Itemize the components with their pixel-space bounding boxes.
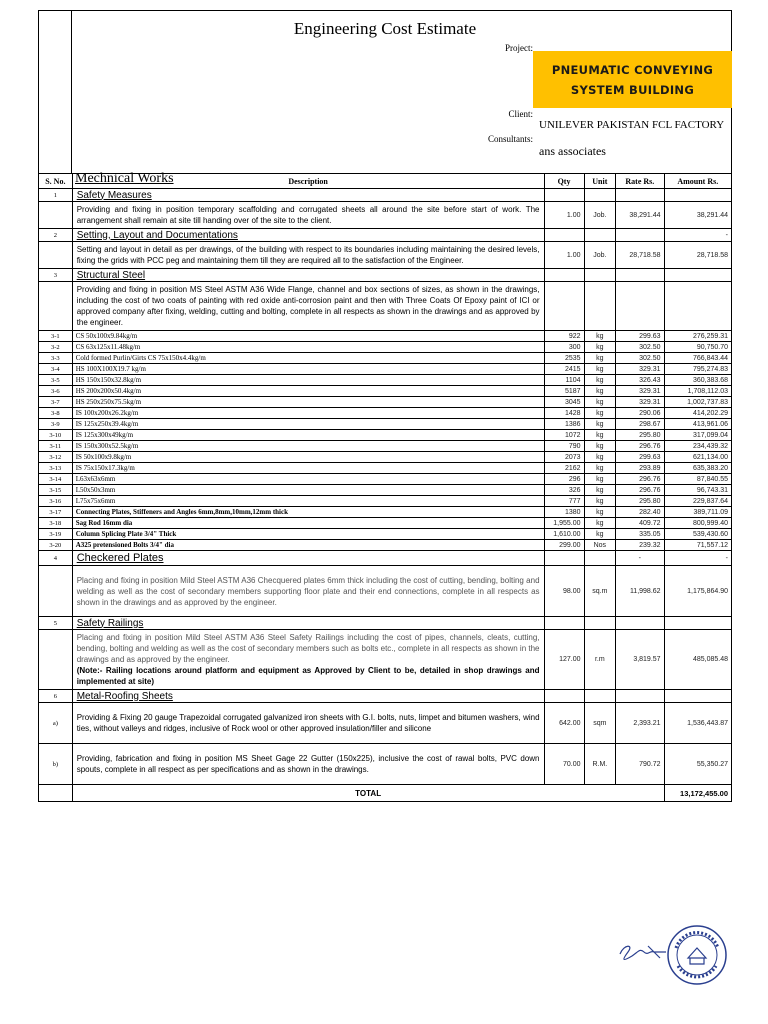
section-4-heading: Checkered Plates [72, 551, 544, 566]
section-2-item-row [39, 242, 732, 269]
section-6a-unit: sqm [584, 703, 616, 744]
consultants-name: ans associates [539, 144, 606, 158]
steel-item-rate: 290.06 [616, 408, 664, 419]
steel-item-unit: kg [584, 419, 616, 430]
client-label: Client: [508, 109, 533, 119]
steel-item-unit: kg [584, 496, 616, 507]
consultants-label: Consultants: [487, 134, 533, 144]
steel-item-amount: 276,259.31 [664, 331, 731, 342]
section-1-heading-row [39, 189, 732, 202]
document-title: Engineering Cost Estimate [293, 19, 477, 38]
steel-item-description: CS 50x100x9.84kg/m [72, 331, 544, 342]
steel-item-rate: 293.89 [616, 463, 664, 474]
steel-item-description: HS 100X100X19.7 kg/m [72, 364, 544, 375]
steel-item-rate: 329.31 [616, 397, 664, 408]
steel-item-amount: 90,750.70 [664, 342, 731, 353]
steel-item-number: 3-14 [39, 474, 73, 485]
steel-item-description: CS 63x125x11.48kg/m [72, 342, 544, 353]
steel-item-qty: 1380 [544, 507, 584, 518]
signature-icon [614, 936, 674, 966]
steel-item-row [39, 463, 732, 474]
steel-item-description: IS 125x300x49kg/m [72, 430, 544, 441]
steel-item-amount: 1,002,737.83 [664, 397, 731, 408]
section-5-description-cell [72, 630, 544, 690]
steel-item-description: A325 pretensioned Bolts 3/4" dia [72, 540, 544, 551]
client-name: UNILEVER PAKISTAN FCL FACTORY [539, 119, 725, 131]
steel-item-qty: 1386 [544, 419, 584, 430]
steel-item-row [39, 496, 732, 507]
section-2-description: Setting and layout in detail as per drawings, of the building with respect to its boundaries including maintaining the desired levels, fixing the grids with PCC peg and maintaining them till they are required all to the satisfaction of the Engineer. [72, 242, 544, 269]
steel-item-row [39, 485, 732, 496]
steel-item-row [39, 364, 732, 375]
steel-item-unit: kg [584, 364, 616, 375]
project-label: Project: [505, 43, 533, 53]
steel-item-number: 3-8 [39, 408, 73, 419]
steel-item-amount: 317,099.04 [664, 430, 731, 441]
steel-item-unit: kg [584, 507, 616, 518]
total-row [39, 785, 732, 802]
steel-item-description: Sag Rod 16mm dia [72, 518, 544, 529]
steel-item-unit: kg [584, 518, 616, 529]
steel-item-amount: 621,134.00 [664, 452, 731, 463]
steel-item-unit: kg [584, 463, 616, 474]
section-6b-description: Providing, fabrication and fixing in position MS Sheet Gage 22 Gutter (150x225), inclusive the cost of rawal bolts, PVC down spouts, complete in all respect as per specifications and as shown in the drawings. [72, 744, 544, 785]
steel-item-qty: 299.00 [544, 540, 584, 551]
section-5-heading-row [39, 617, 732, 630]
section-5-item-row [39, 630, 732, 690]
steel-item-qty: 1,610.00 [544, 529, 584, 540]
section-6b-qty: 70.00 [544, 744, 584, 785]
steel-item-rate: 296.76 [616, 474, 664, 485]
section-1-number: 1 [39, 189, 73, 202]
section-2-rate: 28,718.58 [616, 242, 664, 269]
steel-item-number: 3-9 [39, 419, 73, 430]
section-2-amount: 28,718.58 [664, 242, 731, 269]
steel-item-row [39, 331, 732, 342]
steel-item-number: 3-5 [39, 375, 73, 386]
section-3-description: Providing and fixing in position MS Steel ASTM A36 Wide Flange, channel and box sections of sizes, as shown in the drawings, including the cost of two coats of painting with red oxide anti-corrosion paint and then with Three Coats Of Epoxy paint of ICI or approved company after fixing, welding, cutting and bolting, complete in all respects as shown in the drawings and as approved by the engineer. [72, 282, 544, 331]
steel-item-row [39, 397, 732, 408]
steel-item-description: HS 150x150x32.8kg/m [72, 375, 544, 386]
steel-item-qty: 1104 [544, 375, 584, 386]
steel-item-rate: 295.80 [616, 430, 664, 441]
section-4-amount-dash: - [664, 551, 731, 566]
section-3-heading: Structural Steel [72, 269, 544, 282]
section-1-rate: 38,291.44 [616, 202, 664, 229]
section-1-amount: 38,291.44 [664, 202, 731, 229]
steel-item-row [39, 441, 732, 452]
section-2-unit: Job. [584, 242, 616, 269]
section-5-rate: 3,819.57 [616, 630, 664, 690]
section-4-rate: 11,998.62 [616, 566, 664, 617]
section-5-description: Placing and fixing in position Mild Steel ASTM A36 Steel Safety Railings including the cost of pipes, channels, cleats, cutting, bending, bolting and welding as well as the cost of secondary members such as bolts etc., complete in all respects as shown in the drawings and as approved by the engineer. [76, 633, 540, 664]
section-6b-rate: 790.72 [616, 744, 664, 785]
section-6a-description: Providing & Fixing 20 gauge Trapezoidal corrugated galvanized iron sheets with G.I. bolts, nuts, limpet and bitumen washers, wind ties, without valleys and ridges, inclusive of Rock wool or other approved insulation/filler and silicone [72, 703, 544, 744]
steel-item-number: 3-12 [39, 452, 73, 463]
section-6b-amount: 55,350.27 [664, 744, 731, 785]
steel-item-description: L50x50x3mm [72, 485, 544, 496]
section-6a-item-row [39, 703, 732, 744]
steel-item-qty: 3045 [544, 397, 584, 408]
steel-item-unit: kg [584, 353, 616, 364]
steel-item-description: IS 150x300x52.5kg/m [72, 441, 544, 452]
steel-items-group [39, 331, 732, 551]
steel-item-qty: 2073 [544, 452, 584, 463]
section-3-description-row [39, 282, 732, 331]
estimate-sheet [38, 10, 732, 802]
steel-item-row [39, 529, 732, 540]
steel-item-rate: 335.05 [616, 529, 664, 540]
section-4-description: Placing and fixing in position Mild Steel ASTM A36 Checquered plates 6mm thick including the cost of cutting, bending, bolting and welding as well as the cost of secondary members supporting floor plate and their end connections, complete in all respects as shown in the drawings and as approved by the engineer. [72, 566, 544, 617]
col-header-rate: Rate Rs. [616, 174, 664, 189]
section-4-unit: sq.m [584, 566, 616, 617]
total-amount: 13,172,455.00 [664, 785, 731, 802]
project-name-line2: SYSTEM BUILDING [570, 82, 695, 97]
col-header-amount: Amount Rs. [664, 174, 731, 189]
steel-item-qty: 2535 [544, 353, 584, 364]
steel-item-qty: 790 [544, 441, 584, 452]
steel-item-rate: 299.63 [616, 331, 664, 342]
steel-item-number: 3-19 [39, 529, 73, 540]
steel-item-description: IS 125x250x39.4kg/m [72, 419, 544, 430]
steel-item-description: Column Splicing Plate 3/4" Thick [72, 529, 544, 540]
section-4-amount: 1,175,864.90 [664, 566, 731, 617]
steel-item-row [39, 452, 732, 463]
steel-item-amount: 800,999.40 [664, 518, 731, 529]
steel-item-rate: 282.40 [616, 507, 664, 518]
steel-item-description: HS 200x200x50.4kg/m [72, 386, 544, 397]
section-2-heading: Setting, Layout and Documentations [72, 229, 544, 242]
section-5-number: 5 [39, 617, 73, 630]
section-4-rate-dash: - [616, 551, 664, 566]
steel-item-unit: kg [584, 342, 616, 353]
section-6-heading-row [39, 690, 732, 703]
steel-item-amount: 795,274.83 [664, 364, 731, 375]
steel-item-row [39, 540, 732, 551]
steel-item-number: 3-10 [39, 430, 73, 441]
steel-item-qty: 1428 [544, 408, 584, 419]
steel-item-number: 3-4 [39, 364, 73, 375]
steel-item-number: 3-2 [39, 342, 73, 353]
steel-item-unit: Nos [584, 540, 616, 551]
steel-item-qty: 1072 [544, 430, 584, 441]
steel-item-row [39, 386, 732, 397]
section-6-number: 6 [39, 690, 73, 703]
steel-item-amount: 71,557.12 [664, 540, 731, 551]
section-4-qty: 98.00 [544, 566, 584, 617]
steel-item-description: Connecting Plates, Stiffeners and Angles 6mm,8mm,10mm,12mm thick [72, 507, 544, 518]
steel-item-qty: 326 [544, 485, 584, 496]
steel-item-unit: kg [584, 397, 616, 408]
steel-item-unit: kg [584, 452, 616, 463]
steel-item-rate: 298.67 [616, 419, 664, 430]
company-stamp-icon [666, 924, 728, 986]
steel-item-unit: kg [584, 441, 616, 452]
section-5-unit: r.m [584, 630, 616, 690]
steel-item-number: 3-3 [39, 353, 73, 364]
steel-item-row [39, 419, 732, 430]
section-6a-number: a) [39, 703, 73, 744]
steel-item-number: 3-15 [39, 485, 73, 496]
col-header-sno: S. No. [39, 174, 73, 189]
steel-item-qty: 777 [544, 496, 584, 507]
steel-item-qty: 300 [544, 342, 584, 353]
steel-item-rate: 329.31 [616, 386, 664, 397]
steel-item-unit: kg [584, 408, 616, 419]
section-6a-qty: 642.00 [544, 703, 584, 744]
section-2-dash: - [664, 229, 731, 242]
steel-item-amount: 766,843.44 [664, 353, 731, 364]
steel-item-unit: kg [584, 529, 616, 540]
steel-item-number: 3-17 [39, 507, 73, 518]
steel-item-number: 3-18 [39, 518, 73, 529]
section-title: Mechnical Works [75, 171, 174, 186]
steel-item-rate: 239.32 [616, 540, 664, 551]
steel-item-description: Cold formed Purlin/Girts CS 75x150x4.4kg/m [72, 353, 544, 364]
steel-item-amount: 414,202.29 [664, 408, 731, 419]
steel-item-rate: 409.72 [616, 518, 664, 529]
steel-item-unit: kg [584, 331, 616, 342]
steel-item-rate: 296.76 [616, 441, 664, 452]
section-6a-amount: 1,536,443.87 [664, 703, 731, 744]
steel-item-row [39, 408, 732, 419]
steel-item-amount: 96,743.31 [664, 485, 731, 496]
steel-item-number: 3-1 [39, 331, 73, 342]
steel-item-rate: 326.43 [616, 375, 664, 386]
steel-item-description: L75x75x6mm [72, 496, 544, 507]
steel-item-amount: 635,383.20 [664, 463, 731, 474]
section-1-heading: Safety Measures [72, 189, 544, 202]
steel-item-number: 3-6 [39, 386, 73, 397]
section-4-number: 4 [39, 551, 73, 566]
steel-item-number: 3-13 [39, 463, 73, 474]
section-5-note: (Note:- Railing locations around platform and equipment as Approved by Client to be, detailed in shop drawings and implemented at site) [76, 666, 540, 686]
section-1-unit: Job. [584, 202, 616, 229]
section-5-heading: Safety Railings [72, 617, 544, 630]
steel-item-unit: kg [584, 485, 616, 496]
section-5-amount: 485,085.48 [664, 630, 731, 690]
steel-item-amount: 360,383.68 [664, 375, 731, 386]
section-3-number: 3 [39, 269, 73, 282]
steel-item-number: 3-7 [39, 397, 73, 408]
steel-item-unit: kg [584, 430, 616, 441]
col-header-description: Description [72, 174, 544, 189]
steel-item-description: L63x63x6mm [72, 474, 544, 485]
col-header-qty: Qty [544, 174, 584, 189]
section-6-heading: Metal-Roofing Sheets [72, 690, 544, 703]
steel-item-row [39, 342, 732, 353]
steel-item-amount: 87,840.55 [664, 474, 731, 485]
total-label: TOTAL [72, 785, 664, 802]
section-6b-unit: R.M. [584, 744, 616, 785]
steel-item-qty: 5187 [544, 386, 584, 397]
section-2-number: 2 [39, 229, 73, 242]
steel-item-rate: 295.80 [616, 496, 664, 507]
steel-item-qty: 922 [544, 331, 584, 342]
steel-item-amount: 234,439.32 [664, 441, 731, 452]
steel-item-number: 3-20 [39, 540, 73, 551]
section-4-heading-row [39, 551, 732, 566]
steel-item-rate: 329.31 [616, 364, 664, 375]
steel-item-description: HS 250x250x75.5kg/m [72, 397, 544, 408]
steel-item-rate: 302.50 [616, 342, 664, 353]
steel-item-row [39, 353, 732, 364]
steel-item-rate: 299.63 [616, 452, 664, 463]
steel-item-unit: kg [584, 375, 616, 386]
section-2-qty: 1.00 [544, 242, 584, 269]
steel-item-amount: 539,430.60 [664, 529, 731, 540]
steel-item-row [39, 474, 732, 485]
steel-item-number: 3-16 [39, 496, 73, 507]
steel-item-rate: 302.50 [616, 353, 664, 364]
section-6a-rate: 2,393.21 [616, 703, 664, 744]
section-2-heading-row [39, 229, 732, 242]
steel-item-qty: 1,955.00 [544, 518, 584, 529]
steel-item-amount: 389,711.09 [664, 507, 731, 518]
steel-item-amount: 413,961.06 [664, 419, 731, 430]
steel-item-qty: 296 [544, 474, 584, 485]
steel-item-row [39, 430, 732, 441]
steel-item-row [39, 507, 732, 518]
steel-item-row [39, 518, 732, 529]
section-1-description: Providing and fixing in position temporary scaffolding and corrugated sheets all around the site before start of work. The arrangement shall remain at site till handing over of the site to the client. [72, 202, 544, 229]
steel-item-unit: kg [584, 386, 616, 397]
steel-item-amount: 229,837.64 [664, 496, 731, 507]
section-4-item-row [39, 566, 732, 617]
section-6b-item-row [39, 744, 732, 785]
section-1-qty: 1.00 [544, 202, 584, 229]
col-header-unit: Unit [584, 174, 616, 189]
project-name-line1: PNEUMATIC CONVEYING [551, 62, 714, 77]
section-5-qty: 127.00 [544, 630, 584, 690]
project-name-box [533, 51, 732, 108]
steel-item-qty: 2162 [544, 463, 584, 474]
steel-item-description: IS 75x150x17.3kg/m [72, 463, 544, 474]
steel-item-description: IS 100x200x26.2kg/m [72, 408, 544, 419]
steel-item-rate: 296.76 [616, 485, 664, 496]
steel-item-unit: kg [584, 474, 616, 485]
steel-item-qty: 2415 [544, 364, 584, 375]
steel-item-number: 3-11 [39, 441, 73, 452]
steel-item-amount: 1,708,112.03 [664, 386, 731, 397]
section-1-item-row [39, 202, 732, 229]
estimate-table [38, 173, 732, 802]
section-3-heading-row [39, 269, 732, 282]
steel-item-row [39, 375, 732, 386]
section-6b-number: b) [39, 744, 73, 785]
steel-item-description: IS 50x100x9.8kg/m [72, 452, 544, 463]
